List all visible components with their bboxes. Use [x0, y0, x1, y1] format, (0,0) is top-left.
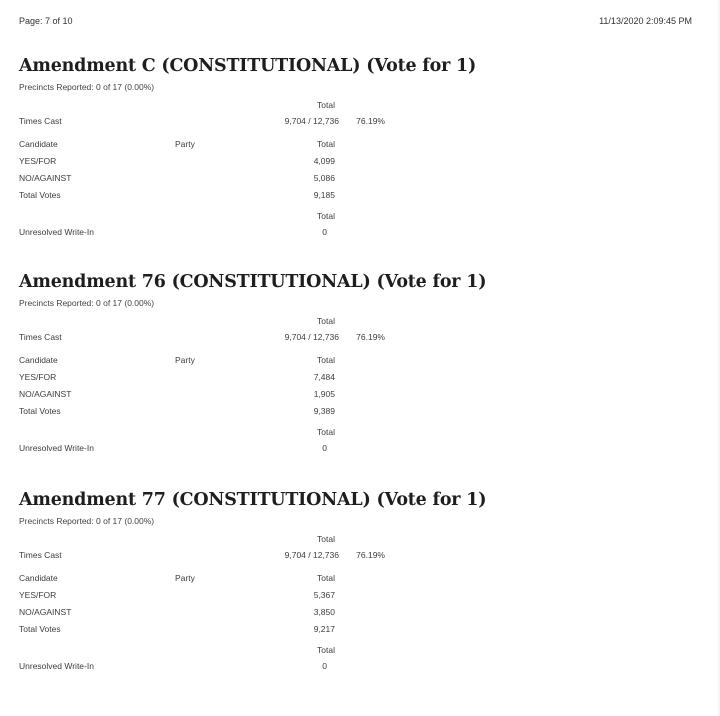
total-votes-row: Total Votes 9,185	[19, 190, 335, 200]
write-in-header: Total	[317, 211, 335, 221]
times-cast-header: Total	[317, 316, 335, 326]
times-cast-row: Times Cast 9,704 / 12,736 76.19%	[19, 332, 385, 342]
report-timestamp: 11/13/2020 2:09:45 PM	[599, 16, 692, 26]
write-in-header: Total	[317, 427, 335, 437]
times-cast-row: Times Cast 9,704 / 12,736 76.19%	[19, 550, 385, 560]
write-in-header: Total	[317, 645, 335, 655]
times-cast-header: Total	[317, 534, 335, 544]
write-in-row: Unresolved Write-In 0	[19, 227, 327, 237]
candidate-table-header: Candidate Party Total	[19, 573, 335, 583]
candidate-table-header: Candidate Party Total	[19, 139, 335, 149]
candidate-row: NO/AGAINST 5,086	[19, 173, 335, 183]
candidate-row: YES/FOR 5,367	[19, 590, 335, 600]
candidate-table-header: Candidate Party Total	[19, 355, 335, 365]
race-title: Amendment C (CONSTITUTIONAL) (Vote for 1)	[19, 56, 477, 76]
write-in-row: Unresolved Write-In 0	[19, 661, 327, 671]
precincts-reported: Precincts Reported: 0 of 17 (0.00%)	[19, 298, 155, 308]
race-title: Amendment 76 (CONSTITUTIONAL) (Vote for 1)	[19, 272, 487, 292]
race-amendment-77	[19, 489, 487, 675]
write-in-row: Unresolved Write-In 0	[19, 443, 327, 453]
candidate-row: NO/AGAINST 1,905	[19, 389, 335, 399]
candidate-row: YES/FOR 7,484	[19, 372, 335, 382]
precincts-reported: Precincts Reported: 0 of 17 (0.00%)	[19, 82, 155, 92]
total-votes-row: Total Votes 9,217	[19, 624, 335, 634]
page-header	[19, 16, 692, 30]
race-amendment-c	[19, 55, 477, 241]
times-cast-row: Times Cast 9,704 / 12,736 76.19%	[19, 116, 385, 126]
race-amendment-76	[19, 271, 487, 457]
page-number: Page: 7 of 10	[19, 16, 73, 26]
candidate-row: NO/AGAINST 3,850	[19, 607, 335, 617]
precincts-reported: Precincts Reported: 0 of 17 (0.00%)	[19, 516, 155, 526]
times-cast-header: Total	[317, 100, 335, 110]
race-title: Amendment 77 (CONSTITUTIONAL) (Vote for 1)	[19, 490, 487, 510]
total-votes-row: Total Votes 9,389	[19, 406, 335, 416]
candidate-row: YES/FOR 4,099	[19, 156, 335, 166]
